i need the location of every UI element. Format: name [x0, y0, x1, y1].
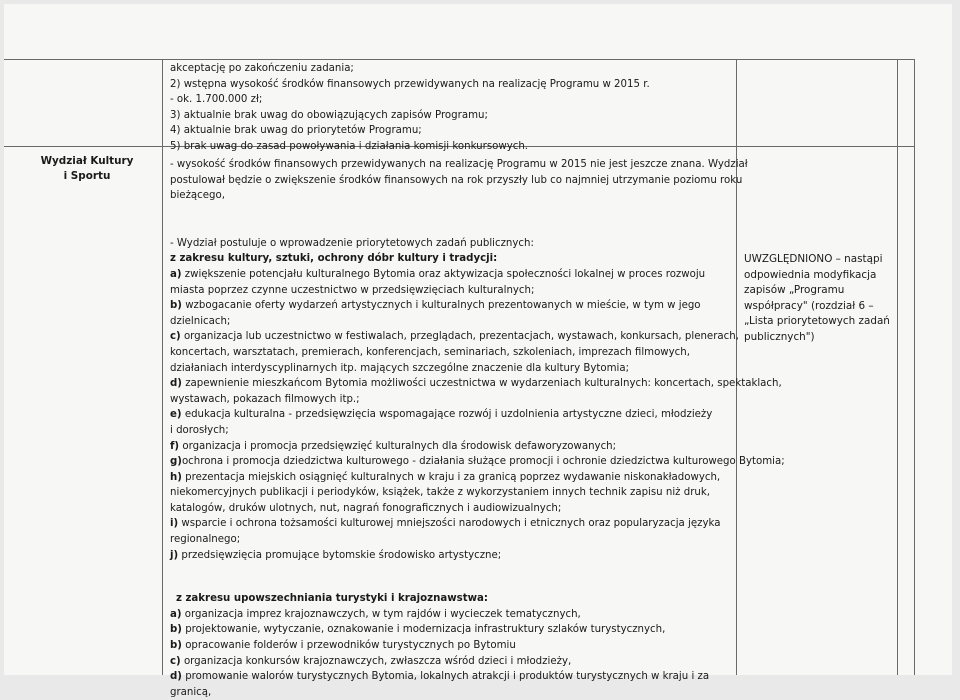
top-line: 4) aktualnie brak uwag do priorytetów Programu;: [170, 125, 422, 137]
culture-item-text: dzielnicach;: [170, 315, 231, 327]
culture-item-text: prezentacja miejskich osiągnięć kulturalnych w kraju i za granicą poprzez wydawanie niskonakładowych,: [181, 471, 721, 483]
culture-item-letter: h): [170, 471, 182, 483]
remark-line: publicznych"): [744, 330, 815, 343]
culture-item-letter: c): [170, 331, 181, 343]
remark-cell: [744, 252, 904, 346]
culture-item-text: regionalnego;: [170, 534, 241, 546]
tourism-item-letter: c): [170, 655, 181, 667]
culture-item-text: i dorosłych;: [170, 424, 229, 436]
intro-line: postulował będzie o zwiększenie środków finansowych na rok przyszły lub co najmniej utrzymanie poziomu roku: [170, 174, 743, 186]
culture-item: [170, 501, 785, 517]
culture-item: [170, 407, 785, 423]
culture-item-text: katalogów, druków ulotnych, nut, nagrań fonograficznych i audiowizualnych;: [170, 502, 562, 514]
culture-heading: [170, 251, 785, 267]
culture-item-text: zwiększenie potencjału kulturalnego Bytomia oraz aktywizacja społeczności lokalnej w proces rozwoju: [181, 268, 706, 280]
culture-item-letter: b): [170, 300, 182, 312]
column-divider-1: [162, 59, 163, 675]
main-content-cell: [170, 157, 785, 700]
culture-item-text: edukacja kulturalna - przedsięwzięcia wspomagające rozwój i uzdolnienia artystyczne dzieci, młodzieży: [181, 409, 713, 421]
culture-item-letter: j): [170, 549, 179, 561]
culture-item-text: przedsięwzięcia promujące bytomskie środowisko artystyczne;: [178, 549, 502, 561]
tourism-item: [170, 669, 785, 685]
culture-item: [170, 298, 785, 314]
culture-item: [170, 361, 785, 377]
culture-item: [170, 454, 785, 470]
top-line: 3) aktualnie brak uwag do obowiązujących zapisów Programu;: [170, 109, 488, 121]
table-top-border: [4, 59, 914, 60]
remark-line: zapisów „Programu: [744, 284, 845, 297]
culture-item-text: działaniach interdyscyplinarnych itp. mających szczególne znaczenie dla kultury Bytomia;: [170, 362, 630, 374]
culture-item: [170, 470, 785, 486]
culture-heading-text: z zakresu kultury, sztuki, ochrony dóbr kultury i tradycji:: [170, 253, 498, 265]
culture-item: [170, 548, 785, 564]
culture-item: [170, 314, 785, 330]
tourism-item-text: organizacja konkursów krajoznawczych, zwłaszcza wśród dzieci i młodzieży,: [180, 655, 572, 667]
culture-item: [170, 516, 785, 532]
culture-item: [170, 267, 785, 283]
culture-item: [170, 439, 785, 455]
intro-line: bieżącego,: [170, 190, 225, 202]
tourism-item: [170, 622, 785, 638]
culture-item-text: zapewnienie mieszkańcom Bytomia możliwości uczestnictwa w wydarzeniach kulturalnych: koncertach, spektaklach,: [181, 378, 782, 390]
tourism-item-text: organizacja imprez krajoznawczych, w tym rajdów i wycieczek tematycznych,: [181, 608, 581, 620]
department-name-line1: Wydział Kultury: [40, 155, 134, 167]
culture-item-text: wystawach, pokazach filmowych itp.;: [170, 393, 360, 405]
tourism-item-text: granicą,: [170, 686, 212, 698]
top-line: 5) brak uwag do zasad powoływania i działania komisji konkursowych.: [170, 140, 529, 152]
tourism-item-text: promowanie walorów turystycznych Bytomia, lokalnych atrakcji i produktów turystycznych w kraju i za: [181, 671, 710, 683]
culture-item: [170, 345, 785, 361]
tourism-heading-text: z zakresu upowszechniania turystyki i krajoznawstwa:: [176, 593, 488, 605]
culture-item: [170, 423, 785, 439]
culture-item: [170, 532, 785, 548]
tourism-heading: [170, 591, 785, 607]
culture-item: [170, 485, 785, 501]
remark-line: odpowiednia modyfikacja: [744, 268, 877, 281]
culture-item: [170, 283, 785, 299]
culture-item-text: wzbogacanie oferty wydarzeń artystycznych i kulturalnych prezentowanych w mieście, w tym w jego: [181, 300, 701, 312]
department-name-line2: i Sportu: [63, 170, 111, 182]
tourism-item-text: opracowanie folderów i przewodników turystycznych po Bytomiu: [181, 640, 516, 652]
document-page: [4, 4, 952, 698]
culture-item: [170, 329, 785, 345]
department-cell: [22, 154, 152, 184]
top-line: akceptację po zakończeniu zadania;: [170, 63, 354, 74]
culture-item-text: koncertach, warsztatach, premierach, konferencjach, seminariach, szkoleniach, imprezach filmowych,: [170, 346, 690, 358]
culture-item-text: ochrona i promocja dziedzictwa kulturowego - działania służące promocji i ochronie dziedzictwa kulturowego Bytomia;: [181, 456, 785, 468]
top-line: 2) wstępna wysokość środków finansowych przewidywanych na realizację Programu w 2015 r.: [170, 78, 650, 90]
tourism-item-letter: b): [170, 624, 182, 636]
tourism-item: [170, 654, 785, 670]
top-row-text: [170, 61, 650, 155]
culture-item-letter: g): [170, 456, 182, 468]
tourism-item: [170, 607, 785, 623]
culture-item-letter: i): [170, 518, 179, 530]
culture-item-letter: d): [170, 378, 182, 390]
culture-item: [170, 392, 785, 408]
culture-item-text: wsparcie i ochrona tożsamości kulturowej mniejszości narodowych i etnicznych oraz popularyzacja języka: [178, 518, 721, 530]
tourism-item-text: projektowanie, wytyczanie, oznakowanie i modernizacja infrastruktury szlaków turystycznych,: [181, 624, 666, 636]
culture-item-letter: e): [170, 409, 182, 421]
intro-line: - wysokość środków finansowych przewidywanych na realizację Programu w 2015 nie jest jeszcze znana. Wydział: [170, 159, 748, 170]
culture-list: [170, 267, 785, 563]
column-divider-3: [897, 59, 898, 675]
remark-line: współpracy" (rozdział 6 –: [744, 299, 874, 312]
remark-line: UWZGLĘDNIONO – nastąpi: [744, 253, 883, 265]
column-divider-4: [914, 59, 915, 675]
culture-item-text: organizacja lub uczestnictwo w festiwalach, przeglądach, prezentacjach, wystawach, konkursach, plenerach,: [180, 331, 739, 343]
tourism-item: [170, 685, 785, 700]
culture-item: [170, 376, 785, 392]
culture-item-text: organizacja i promocja przedsięwzięć kulturalnych dla środowisk defaworyzowanych;: [179, 440, 617, 452]
culture-item-text: miasta poprzez czynne uczestnictwo w przedsięwzięciach kulturalnych;: [170, 284, 535, 296]
tourism-item-letter: a): [170, 608, 182, 620]
remark-line: „Lista priorytetowych zadań: [744, 315, 890, 328]
tourism-list: [170, 607, 785, 700]
tourism-item-letter: d): [170, 671, 182, 683]
tourism-item-letter: b): [170, 640, 182, 652]
culture-item-letter: f): [170, 440, 180, 452]
top-line: - ok. 1.700.000 zł;: [170, 94, 263, 106]
tourism-item: [170, 638, 785, 654]
postulate-line: - Wydział postuluje o wprowadzenie priorytetowych zadań publicznych:: [170, 237, 534, 249]
culture-item-letter: a): [170, 268, 182, 280]
culture-item-text: niekomercyjnych publikacji i periodyków, książek, także z wykorzystaniem innych technik zapisu niż druk,: [170, 487, 710, 499]
